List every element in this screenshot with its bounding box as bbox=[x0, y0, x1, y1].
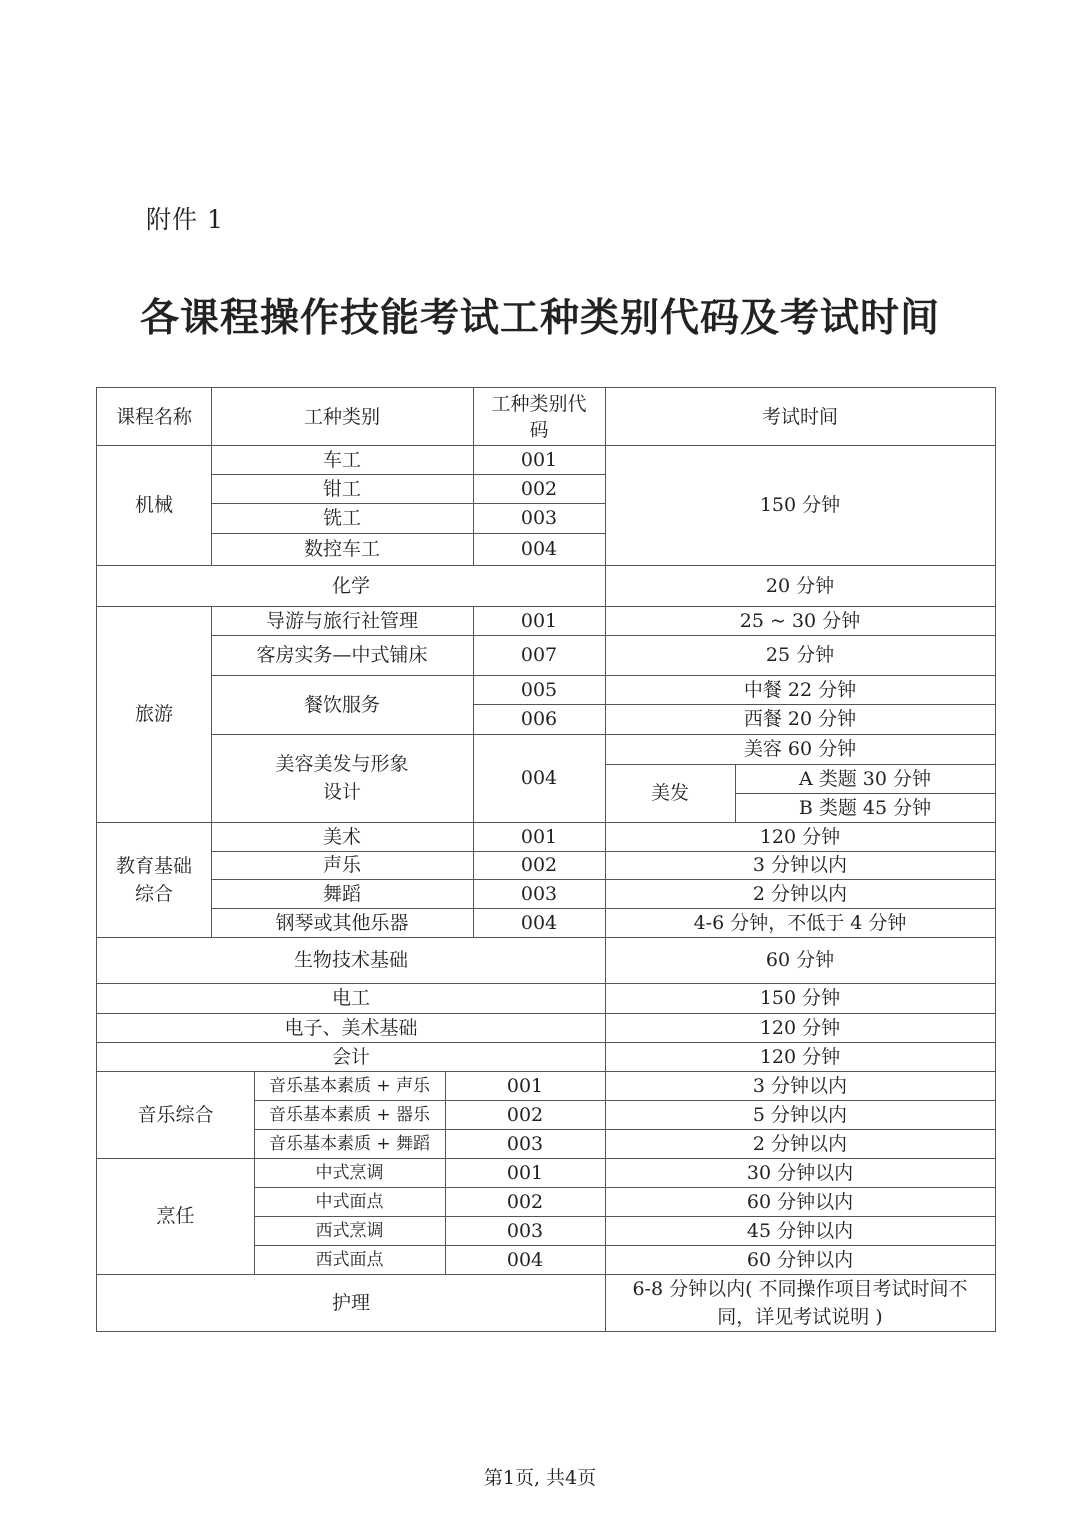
exam-time-cell: 20 分钟 bbox=[765, 574, 835, 597]
job-code-cell: 002 bbox=[520, 477, 558, 500]
job-type-cell: 餐饮服务 bbox=[303, 693, 380, 716]
exam-time-cell: 120 分钟 bbox=[759, 1016, 841, 1039]
exam-time-cell: 150 分钟 bbox=[759, 987, 841, 1009]
job-type-cell: 钳工 bbox=[322, 477, 361, 500]
job-type-cell: 音乐基本素质 + 器乐 bbox=[268, 1104, 431, 1125]
exam-time-cell: 25 ~ 30 分钟 bbox=[739, 609, 861, 632]
exam-time-cell: 60 分钟以内 bbox=[746, 1248, 854, 1271]
exam-time-cell: 西餐 20 分钟 bbox=[743, 708, 857, 730]
meifa-label: 美发 bbox=[650, 782, 689, 804]
job-type-cell: 西式烹调 bbox=[315, 1220, 384, 1241]
course-single: 生物技术基础 bbox=[293, 949, 408, 971]
course-yinyue: 音乐综合 bbox=[137, 1103, 214, 1126]
job-code-cell: 002 bbox=[520, 854, 558, 876]
job-type-cell: 导游与旅行社管理 bbox=[265, 609, 418, 632]
exam-time-cell: 中餐 22 分钟 bbox=[743, 678, 857, 701]
exam-time-cell: 60 分钟以内 bbox=[746, 1190, 854, 1213]
attachment-label: 附件 1 bbox=[146, 205, 224, 234]
job-code-cell: 006 bbox=[520, 708, 558, 730]
exam-time-cell: A 类题 30 分钟 bbox=[798, 767, 932, 790]
exam-time-cell: 30 分钟以内 bbox=[746, 1161, 854, 1184]
job-type-cell: 车工 bbox=[322, 448, 361, 471]
job-code-cell: 004 bbox=[520, 767, 558, 789]
job-type-cell: 中式面点 bbox=[315, 1191, 384, 1212]
exam-time-cell: 美容 60 分钟 bbox=[743, 738, 857, 760]
course-line: 教育基础 bbox=[115, 854, 192, 877]
exam-time-cell: 150 分钟 bbox=[759, 494, 841, 516]
course-pengren: 烹任 bbox=[156, 1205, 195, 1227]
exam-time-cell: 25 分钟 bbox=[765, 644, 835, 666]
exam-time-cell: 120 分钟 bbox=[759, 1045, 841, 1068]
page-footer: 第1页, 共4页 bbox=[483, 1467, 597, 1489]
job-type-cell: 客房实务—中式铺床 bbox=[256, 644, 428, 666]
course-single: 电子、美术基础 bbox=[284, 1016, 418, 1039]
job-code-cell: 001 bbox=[520, 448, 558, 471]
job-code-cell: 001 bbox=[520, 825, 558, 848]
exam-time-cell: 4-6 分钟，不低于 4 分钟 bbox=[693, 911, 907, 934]
exam-time-cell bbox=[605, 1274, 995, 1331]
job-type-cell: 中式烹调 bbox=[315, 1162, 384, 1183]
exam-time-table bbox=[96, 387, 996, 1332]
exam-time-cell: 5 分钟以内 bbox=[752, 1103, 848, 1126]
course-single: 会计 bbox=[331, 1045, 370, 1068]
job-code-cell: 002 bbox=[506, 1103, 544, 1126]
job-code-cell: 004 bbox=[520, 538, 558, 560]
course-jixie: 机械 bbox=[134, 494, 173, 516]
job-code-cell: 001 bbox=[506, 1161, 544, 1184]
job-type-cell: 钢琴或其他乐器 bbox=[275, 911, 409, 934]
job-code-cell: 002 bbox=[506, 1190, 544, 1213]
job-code-cell: 003 bbox=[520, 882, 558, 905]
exam-time-cell: B 类题 45 分钟 bbox=[798, 796, 932, 819]
exam-time-cell: 120 分钟 bbox=[759, 825, 841, 848]
job-code-cell: 001 bbox=[506, 1074, 544, 1097]
job-type-cell: 铣工 bbox=[322, 507, 361, 529]
job-type-line: 设计 bbox=[322, 781, 361, 803]
job-type-cell: 舞蹈 bbox=[322, 882, 361, 905]
job-code-cell: 003 bbox=[506, 1132, 544, 1155]
job-code-cell: 004 bbox=[520, 911, 558, 934]
header-job-type: 工种类别 bbox=[303, 405, 380, 428]
job-code-cell: 007 bbox=[520, 644, 558, 666]
job-type-line: 美容美发与形象 bbox=[275, 753, 409, 775]
exam-time-line: 6-8 分钟以内( 不同操作项目考试时间不 bbox=[632, 1277, 968, 1300]
course-line: 综合 bbox=[134, 882, 173, 905]
header-job-code: 工种类别代码 bbox=[491, 392, 587, 441]
job-type-cell: 音乐基本素质 + 声乐 bbox=[268, 1075, 431, 1096]
course-huaxue: 化学 bbox=[331, 574, 370, 597]
job-code-cell: 005 bbox=[520, 678, 558, 701]
document-title: 各课程操作技能考试工种类别代码及考试时间 bbox=[139, 295, 940, 341]
header-course-name: 课程名称 bbox=[115, 405, 192, 428]
job-code-cell: 003 bbox=[506, 1219, 544, 1242]
job-type-cell: 声乐 bbox=[322, 854, 361, 876]
exam-time-line: 同，详见考试说明 ) bbox=[717, 1305, 883, 1328]
exam-time-cell: 2 分钟以内 bbox=[752, 1132, 848, 1155]
course-lvyou: 旅游 bbox=[134, 703, 173, 725]
exam-time-cell: 3 分钟以内 bbox=[752, 1074, 848, 1097]
job-type-cell: 数控车工 bbox=[303, 538, 380, 560]
exam-time-cell: 45 分钟以内 bbox=[746, 1219, 854, 1242]
job-type-cell: 音乐基本素质 + 舞蹈 bbox=[268, 1133, 431, 1154]
job-code-cell: 004 bbox=[506, 1248, 544, 1271]
exam-time-cell: 3 分钟以内 bbox=[752, 854, 848, 876]
course-jiaoyu bbox=[97, 822, 211, 937]
job-type-cell bbox=[211, 734, 473, 822]
exam-time-cell: 60 分钟 bbox=[765, 949, 835, 971]
course-single: 电工 bbox=[331, 987, 370, 1009]
job-type-cell: 美术 bbox=[322, 825, 361, 848]
job-code-cell: 003 bbox=[520, 507, 558, 529]
course-huli: 护理 bbox=[331, 1291, 370, 1314]
header-exam-time: 考试时间 bbox=[761, 405, 838, 428]
exam-time-cell: 2 分钟以内 bbox=[752, 882, 848, 905]
job-type-cell: 西式面点 bbox=[315, 1249, 384, 1270]
job-code-cell: 001 bbox=[520, 609, 558, 632]
